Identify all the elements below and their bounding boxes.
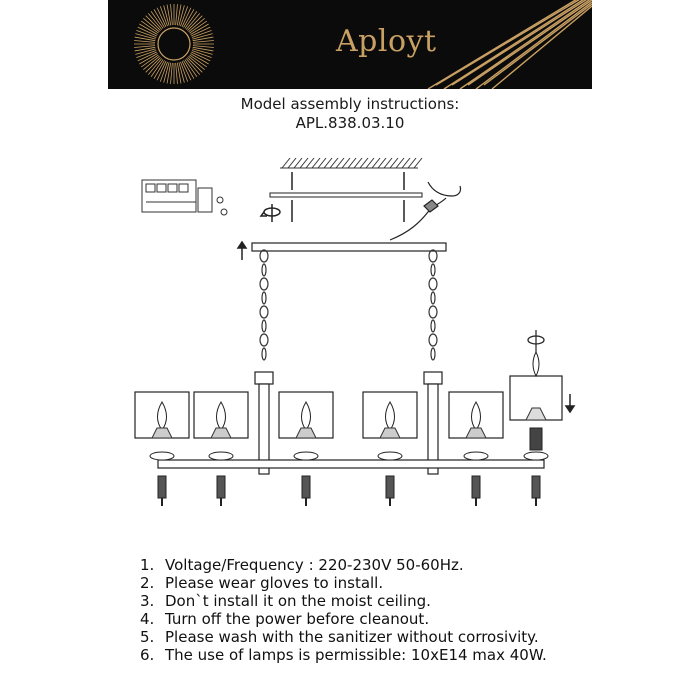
instruction-list: [140, 556, 547, 664]
lamp-group: [135, 392, 548, 506]
main-frame-bar: [158, 460, 544, 468]
instruction-item: 6. The use of lamps is permissible: 10xE14 max 40W.: [140, 646, 547, 664]
lamp-unit: [135, 392, 189, 506]
instruction-item: 1. Voltage/Frequency : 220-230V 50-60Hz.: [140, 556, 464, 574]
instructions-title: Model assembly instructions:: [240, 95, 460, 113]
suspension-chains: [260, 250, 437, 360]
wiring-terminal-icon: [142, 180, 227, 215]
instruction-item: 5. Please wash with the sanitizer without corrosivity.: [140, 628, 539, 646]
lamp-unit: [363, 392, 417, 506]
wire-connector: [390, 182, 461, 240]
detached-lampshade: [510, 330, 562, 450]
mounting-bar: [270, 193, 422, 197]
lamp-unit: [279, 392, 333, 506]
model-number: APL.838.03.10: [295, 114, 405, 132]
brand-name: Aployt: [336, 24, 437, 59]
up-arrow-icon: [238, 242, 246, 260]
rotate-icon: [261, 204, 280, 222]
lamp-unit: [194, 392, 248, 506]
down-arrow-icon: [566, 394, 574, 412]
instruction-item: 3. Don`t install it on the moist ceiling.: [140, 592, 431, 610]
instruction-item: 4. Turn off the power before cleanout.: [140, 610, 430, 628]
ceiling-hatch: [280, 158, 422, 168]
canopy: [252, 243, 446, 251]
lamp-unit: [449, 392, 503, 506]
instruction-item: 2. Please wear gloves to install.: [140, 574, 384, 592]
